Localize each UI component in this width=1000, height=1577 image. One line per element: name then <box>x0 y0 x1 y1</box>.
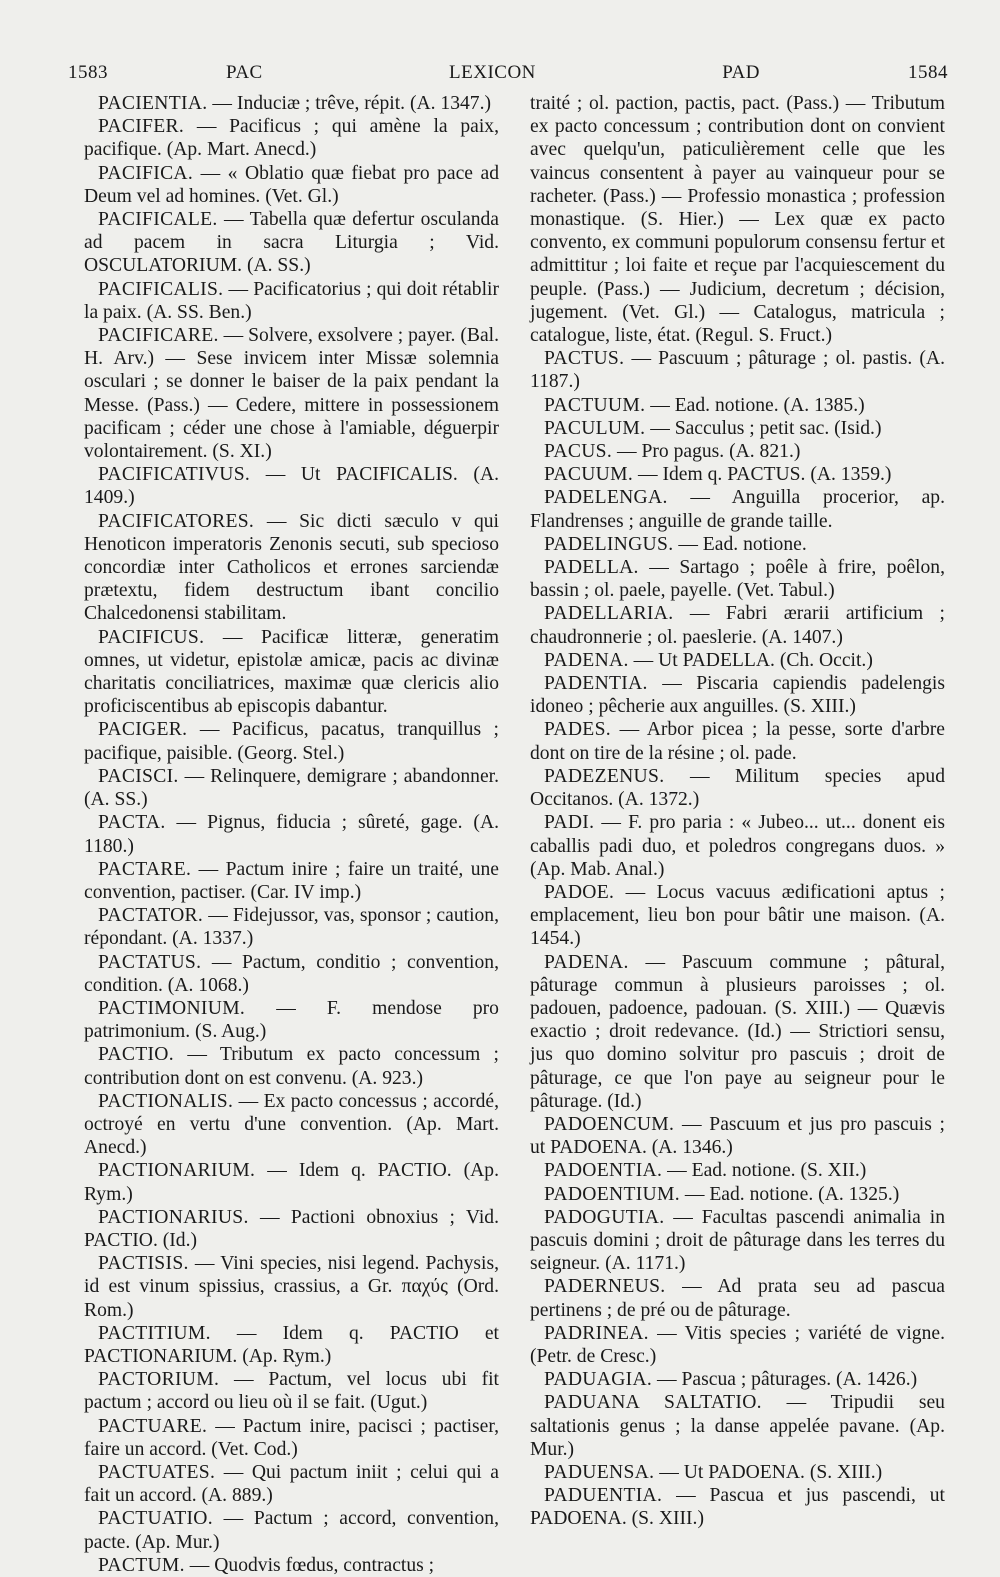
dictionary-entry <box>530 718 945 764</box>
entry-headword: PADELLA. <box>544 557 639 579</box>
entry-definition: — Pactum inire, pacisci ; pactiser, faire un accord. (Vet. Cod.) <box>84 1415 499 1460</box>
entry-headword: PADUENTIA. <box>544 1485 663 1507</box>
entry-headword: PACIFER. <box>98 116 185 138</box>
entry-headword: PACTATOR. <box>98 905 204 927</box>
dictionary-entry <box>84 904 499 950</box>
entry-headword: PADOENCUM. <box>544 1113 675 1135</box>
dictionary-entry <box>84 626 499 719</box>
entry-definition: — Pascuum et jus pro pascuis ; ut PADOENA. (A. 1346.) <box>530 1113 946 1159</box>
dictionary-entry <box>84 208 499 278</box>
dictionary-entry <box>84 765 499 811</box>
entry-definition: — Idem q. PACTIO et PACTIONARIUM. (Ap. Rym.) <box>84 1322 499 1367</box>
entry-headword: PACTUATES. <box>98 1461 216 1483</box>
entry-definition: — Pactioni obnoxius ; Vid. PACTIO. (Id.) <box>84 1206 499 1251</box>
entry-definition: — Ad prata seu ad pascua pertinens ; de pré ou de pâturage. <box>530 1276 946 1321</box>
dictionary-entry <box>84 510 499 626</box>
entry-headword: PACTIMONIUM. <box>98 997 246 1019</box>
dictionary-entry <box>84 278 499 324</box>
dictionary-entry <box>530 556 945 602</box>
entry-headword: PADOGUTIA. <box>544 1206 665 1228</box>
entry-definition: — Vitis species ; variété de vigne. (Petr. de Cresc.) <box>530 1322 945 1367</box>
entry-definition: — Qui pactum iniit ; celui qui a fait un accord. (A. 889.) <box>84 1461 499 1507</box>
entry-headword: PACULUM. <box>544 417 646 439</box>
entry-definition: — Anguilla procerior, ap. Flandrenses ; anguille de grande taille. <box>530 487 945 532</box>
dictionary-entry <box>530 417 945 440</box>
entry-definition: — F. mendose pro patrimonium. (S. Aug.) <box>84 997 499 1043</box>
entry-headword: PACTUATIO. <box>98 1508 213 1530</box>
entry-definition: — Pactum, vel locus ubi fit pactum ; accord ou lieu où il se fait. (Ugut.) <box>84 1369 499 1414</box>
entry-definition: — Pignus, fiducia ; sûreté, gage. (A. 1180.) <box>84 812 499 857</box>
dictionary-entry <box>84 811 499 857</box>
dictionary-entry <box>84 324 499 463</box>
entry-definition: — F. pro paria : « Jubeo... ut... donent eis caballis padi duo, et poledros congregans duos. » (Ap. Mab. Anal.) <box>530 812 945 880</box>
dictionary-entry <box>530 533 945 556</box>
dictionary-entry <box>530 1275 945 1321</box>
entry-headword: PACIGER. <box>98 719 188 741</box>
entry-definition: — Pacificus ; qui amène la paix, pacifique. (Ap. Mart. Anecd.) <box>84 116 499 161</box>
entry-headword: PACTITIUM. <box>98 1322 211 1344</box>
entry-definition: — Pactum ; accord, convention, pacte. (Ap. Mur.) <box>84 1508 499 1553</box>
dictionary-entry <box>84 1090 499 1160</box>
dictionary-entry <box>530 951 945 1113</box>
entry-headword: PACUUM. <box>544 464 634 486</box>
entry-definition: — Ead. notione. (A. 1325.) <box>684 1183 900 1205</box>
entry-definition: — Ead. notione. <box>678 533 807 555</box>
entry-headword: PACTA. <box>98 812 166 834</box>
dictionary-entry <box>530 1183 945 1206</box>
entry-headword: PADENA. <box>544 649 629 671</box>
entry-headword: PADRINEA. <box>544 1322 649 1344</box>
dictionary-entry <box>530 649 945 672</box>
dictionary-entry <box>530 1484 945 1530</box>
entry-definition: — Induciæ ; trêve, répit. (A. 1347.) <box>212 93 492 114</box>
entry-headword: PADOE. <box>544 881 615 903</box>
entry-headword: PADOENTIA. <box>544 1160 663 1182</box>
dictionary-entry <box>84 162 499 208</box>
entry-headword: PACTIONALIS. <box>98 1090 234 1112</box>
dictionary-entry <box>84 1043 499 1089</box>
dictionary-entry <box>84 1206 499 1252</box>
entry-headword: PADEZENUS. <box>544 765 665 787</box>
entry-definition: — Pascua ; pâturages. (A. 1426.) <box>657 1369 918 1391</box>
entry-headword: PACTIONARIUS. <box>98 1206 249 1228</box>
running-head-left: PAC <box>226 62 263 83</box>
entry-headword: PACIFICATORES. <box>98 510 255 532</box>
page-header <box>68 62 948 92</box>
entry-definition: — Relinquere, demigrare ; abandonner. (A. SS.) <box>84 765 499 811</box>
entry-definition: — Pacificus, pacatus, tranquillus ; pacifique, paisible. (Georg. Stel.) <box>84 719 500 764</box>
entry-headword: PADELINGUS. <box>544 533 674 555</box>
entry-headword: PACIENTIA. <box>98 93 208 114</box>
entry-headword: PACTUARE. <box>98 1415 208 1437</box>
entry-headword: PACTISIS. <box>98 1253 189 1275</box>
entry-definition: — Tabella quæ defertur osculanda ad pacem in sacra Liturgia ; Vid. OSCULATORIUM. (A. SS.) <box>84 209 499 277</box>
dictionary-entry <box>530 1113 945 1159</box>
dictionary-entry <box>530 92 945 347</box>
page-number-left: 1583 <box>68 62 108 83</box>
entry-headword: PADERNEUS. <box>544 1276 666 1298</box>
dictionary-entry <box>530 1368 945 1391</box>
dictionary-entry <box>84 463 499 509</box>
dictionary-entry <box>84 92 499 115</box>
entry-headword: PADES. <box>544 719 611 741</box>
dictionary-entry <box>84 1461 499 1507</box>
entry-headword: PADENA. <box>544 951 629 973</box>
dictionary-entry <box>84 1507 499 1553</box>
entry-definition: — Ead. notione. (S. XII.) <box>667 1160 867 1182</box>
dictionary-entry <box>530 347 945 393</box>
entry-headword: PADOENTIUM. <box>544 1183 680 1205</box>
dictionary-entry <box>530 765 945 811</box>
page-title: LEXICON <box>449 62 536 83</box>
entry-definition: — Fabri ærarii artificium ; chaudronnerie ; ol. paeslerie. (A. 1407.) <box>530 603 945 648</box>
entry-headword: PADI. <box>544 812 595 834</box>
entry-definition: — Pacificatorius ; qui doit rétablir la paix. (A. SS. Ben.) <box>84 278 499 323</box>
entry-headword: PACTORIUM. <box>98 1369 220 1391</box>
dictionary-entry <box>84 1159 499 1205</box>
dictionary-entry <box>84 951 499 997</box>
entry-definition: — Idem q. PACTIO. (Ap. Rym.) <box>84 1160 499 1205</box>
entry-definition: — Vini species, nisi legend. Pachysis, id est vinum spissius, crassius, a Gr. παχύς (Ord. Rom.) <box>84 1253 500 1321</box>
entry-headword: PADELLARIA. <box>544 603 674 625</box>
entry-headword: PACTATUS. <box>98 951 202 973</box>
dictionary-entry <box>530 394 945 417</box>
entry-definition: — « Oblatio quæ fiebat pro pace ad Deum vel ad homines. (Vet. Gl.) <box>84 162 499 207</box>
entry-definition: — Pactum inire ; faire un traité, une convention, pactiser. (Car. IV imp.) <box>84 858 499 903</box>
entry-definition: — Tripudii seu saltationis genus ; la danse appelée pavane. (Ap. Mur.) <box>530 1392 945 1460</box>
entry-definition: — Pascuum ; pâturage ; ol. pastis. (A. 1187.) <box>530 348 945 393</box>
entry-definition: — Militum species apud Occitanos. (A. 1372.) <box>530 765 945 811</box>
dictionary-entry <box>84 115 499 161</box>
entry-headword: PACIFICA. <box>98 162 194 184</box>
dictionary-entry <box>530 881 945 951</box>
dictionary-entry <box>84 1322 499 1368</box>
entry-headword: PADUAGIA. <box>544 1369 653 1391</box>
dictionary-entry <box>530 463 945 486</box>
dictionary-entry <box>84 1252 499 1322</box>
entry-definition: — Quodvis fœdus, contractus ; <box>189 1554 435 1576</box>
running-head-right: PAD <box>722 62 760 83</box>
dictionary-entry <box>530 672 945 718</box>
entry-headword: PACIFICUS. <box>98 626 205 648</box>
entry-definition: — Sartago ; poêle à frire, poêlon, bassin ; ol. paele, payelle. (Vet. Tabul.) <box>530 557 945 602</box>
entry-definition: — Arbor picea ; la pesse, sorte d'arbre dont on tire de la résine ; ol. pade. <box>530 719 945 764</box>
entry-headword: PACTIONARIUM. <box>98 1160 256 1182</box>
entry-definition: — Pascuum commune ; pâtural, pâturage commun à plusieurs paroisses ; ol. padouen, padoence, padouan. (S. XIII.) — Quævis exactio ; droit redevance. (Id.) — Strictiori sensu, jus quo domino solvitur pro pascuis ; droit de pâturage, ce que l'on paye au seigneur pour le pâturage. (Id.) <box>530 951 945 1112</box>
dictionary-entry <box>84 858 499 904</box>
entry-definition: — Ut PADOENA. (S. XIII.) <box>659 1461 883 1483</box>
dictionary-entry <box>84 718 499 764</box>
entry-definition: — Ex pacto concessus ; accordé, octroyé en vertu d'une convention. (Ap. Mart. Anecd.) <box>84 1090 499 1159</box>
left-column <box>84 92 499 1577</box>
entry-headword: PADELENGA. <box>544 487 668 509</box>
dictionary-entry <box>84 1415 499 1461</box>
dictionary-entry <box>530 1159 945 1182</box>
dictionary-entry <box>530 486 945 532</box>
entry-headword: PADUENSA. <box>544 1461 655 1483</box>
dictionary-entry <box>530 1206 945 1276</box>
entry-headword: PACIFICATIVUS. <box>98 464 251 486</box>
entry-headword: PACTARE. <box>98 858 192 880</box>
entry-definition: — Solvere, exsolvere ; payer. (Bal. H. Arv.) — Sese invicem inter Missæ solemnia osculari ; se donner le baiser de la paix pendant la Messe. (Pass.) — Cedere, mittere in possessionem pacificam ; céder une chose à l'amiable, déguerpir volontairement. (S. XI.) <box>84 325 499 463</box>
entry-definition: — Pascua et jus pascendi, ut PADOENA. (S. XIII.) <box>530 1485 945 1530</box>
entry-definition: — Sic dicti sæculo v qui Henoticon imperatoris Zenonis secuti, sub specioso concordiæ inter Catholicos et errones sarciendæ prætextu, fidem destructum ibant concilio Chalcedonensi stabilitam. <box>84 510 499 625</box>
dictionary-entry <box>84 1368 499 1414</box>
dictionary-entry <box>530 1461 945 1484</box>
entry-headword: PACIFICALE. <box>98 209 218 231</box>
entry-headword: PACIFICALIS. <box>98 278 224 300</box>
entry-definition: — Pacificæ litteræ, generatim omnes, ut videtur, epistolæ amicæ, pacis ac divinæ charitatis conciliatrices, maximæ quæ clericis alio proficiscentibus ab episcopis dabantur. <box>84 626 499 718</box>
entry-headword: PACTUS. <box>544 348 625 370</box>
entry-headword: PACTIO. <box>98 1044 174 1066</box>
entry-definition: — Pactum, conditio ; convention, condition. (A. 1068.) <box>84 951 499 996</box>
dictionary-entry <box>530 1391 945 1461</box>
entry-definition: traité ; ol. paction, pactis, pact. (Pass.) — Tributum ex pacto concessum ; contribution dont on convient avec quelqu'un, paticulièrement celle que les vaincus consentent à payer au vainqueur pour se racheter. (Pass.) — Professio monastica ; profession monastique. (S. Hier.) — Lex quæ ex pacto convento, ex communi populorum consensu fertur et admittitur ; loi faite et reçue par l'acquiescement du peuple. (Pass.) — Judicium, decretum ; décision, jugement. (Vet. Gl.) — Catalogus, matricula ; catalogue, liste, état. (Regul. S. Fruct.) <box>530 93 945 347</box>
entry-definition: — Ut PADELLA. (Ch. Occit.) <box>633 649 873 671</box>
entry-headword: PADENTIA. <box>544 673 648 695</box>
entry-definition: — Piscaria capiendis padelengis idoneo ; pêcherie aux anguilles. (S. XIII.) <box>530 673 945 718</box>
dictionary-entry <box>84 997 499 1043</box>
entry-headword: PACISCI. <box>98 765 179 787</box>
dictionary-entry <box>530 811 945 881</box>
entry-definition: — Ead. notione. (A. 1385.) <box>650 394 865 416</box>
entry-definition: — Sacculus ; petit sac. (Isid.) <box>650 417 882 439</box>
entry-definition: — Pro pagus. (A. 821.) <box>616 441 801 463</box>
dictionary-entry <box>530 602 945 648</box>
entry-definition: — Idem q. PACTUS. (A. 1359.) <box>637 464 892 486</box>
entry-headword: PACTUM. <box>98 1554 185 1576</box>
entry-definition: — Locus vacuus ædificationi aptus ; emplacement, lieu bon pour bâtir une maison. (A. 1454.) <box>530 881 945 950</box>
entry-headword: PACUS. <box>544 441 613 463</box>
dictionary-entry <box>84 1554 499 1577</box>
right-column <box>530 92 945 1531</box>
dictionary-entry <box>530 1322 945 1368</box>
entry-definition: — Ut PACIFICALIS. (A. 1409.) <box>84 464 499 509</box>
page-number-right: 1584 <box>908 62 948 83</box>
entry-headword: PADUANA SALTATIO. <box>544 1392 762 1414</box>
entry-definition: — Facultas pascendi animalia in pascuis domini ; droit de pâturage dans les terres du seigneur. (A. 1171.) <box>530 1206 946 1275</box>
entry-headword: PACTUUM. <box>544 394 646 416</box>
dictionary-entry <box>530 440 945 463</box>
entry-definition: — Fidejussor, vas, sponsor ; caution, répondant. (A. 1337.) <box>84 905 499 950</box>
entry-headword: PACIFICARE. <box>98 325 219 347</box>
entry-definition: — Tributum ex pacto concessum ; contribution dont on est convenu. (A. 923.) <box>84 1044 499 1089</box>
